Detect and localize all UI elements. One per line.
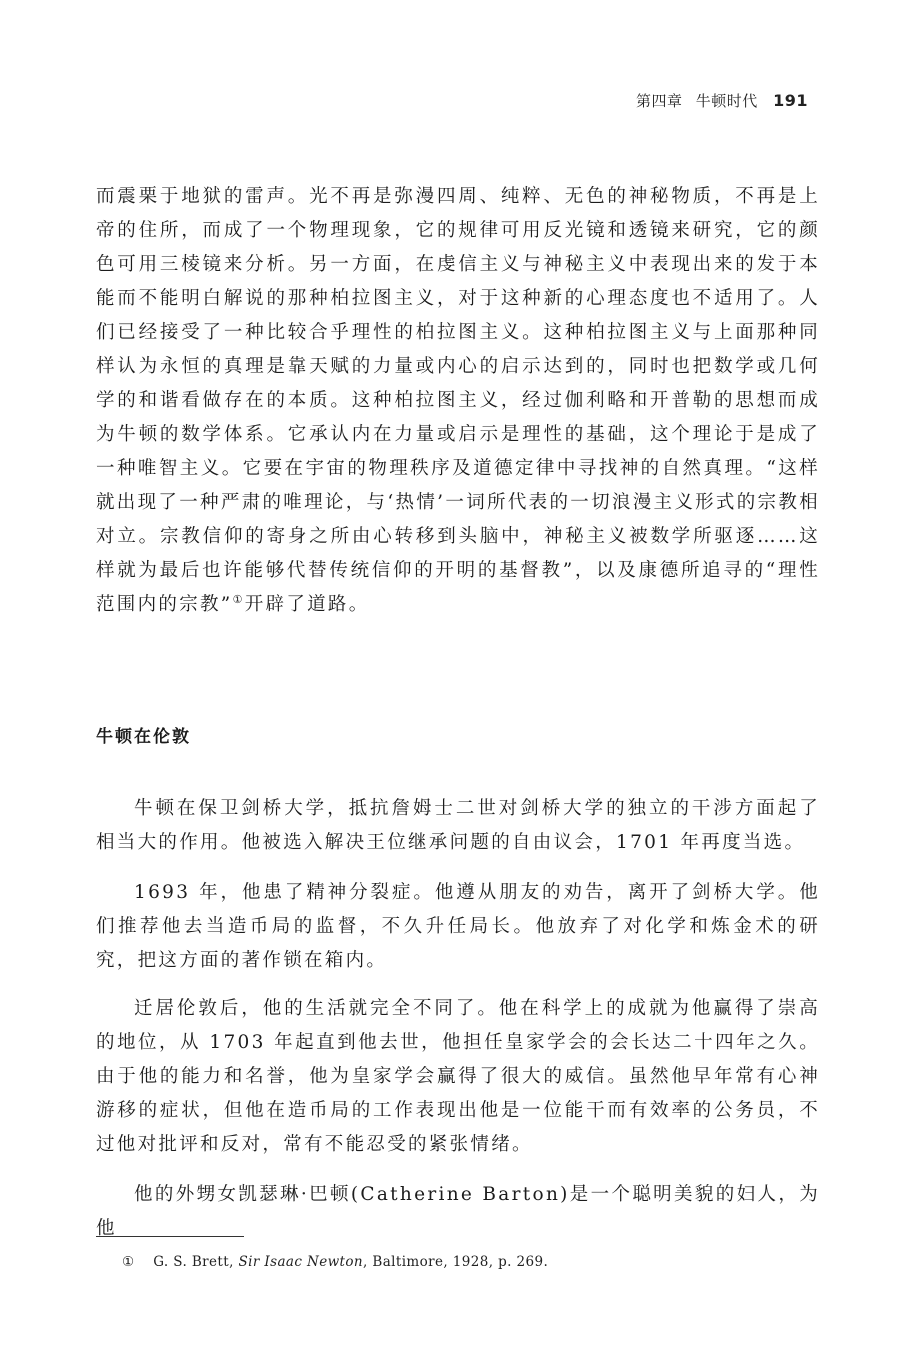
footnote-mark: ① [122, 1254, 135, 1270]
footnote-divider [96, 1236, 244, 1237]
footnote [122, 1254, 548, 1270]
footnote-publication: , Baltimore, 1928, p. 269. [363, 1254, 549, 1270]
section-heading: 牛顿在伦敦 [96, 727, 191, 747]
body-paragraph-2: 牛顿在保卫剑桥大学，抵抗詹姆士二世对剑桥大学的独立的干涉方面起了相当大的作用。他被选入解决王位继承问题的自由议会，1701 年再度当选。 [96, 798, 820, 853]
paragraph-tail: 开辟了道路。 [244, 594, 370, 615]
body-paragraph-3: 1693 年，他患了精神分裂症。他遵从朋友的劝告，离开了剑桥大学。他们推荐他去当造币局的监督，不久升任局长。他放弃了对化学和炼金术的研究，把这方面的著作锁在箱内。 [96, 882, 820, 971]
footnote-author: G. S. Brett, [153, 1254, 234, 1270]
body-paragraph-5: 他的外甥女凯瑟琳·巴顿(Catherine Barton)是一个聪明美貌的妇人，为他 [96, 1184, 820, 1239]
body-paragraph-1 [96, 180, 820, 622]
page-number: 191 [773, 91, 808, 110]
footnote-reference[interactable]: ① [232, 592, 245, 606]
footnote-work-title: Sir Isaac Newton [238, 1254, 363, 1270]
chapter-label: 第四章 [636, 92, 683, 110]
running-head [636, 90, 808, 111]
paragraph-text: 而震栗于地狱的雷声。光不再是弥漫四周、纯粹、无色的神秘物质，不再是上帝的住所，而成了一个物理现象，它的规律可用反光镜和透镜来研究，它的颜色可用三棱镜来分析。另一方面，在虔信主义与神秘主义中表现出来的发于本能而不能明白解说的那种柏拉图主义，对于这种新的心理态度也不适用了。人们已经接受了一种比较合乎理性的柏拉图主义。这种柏拉图主义与上面那种同样认为永恒的真理是靠天赋的力量或内心的启示达到的，同时也把数学或几何学的和谐看做存在的本质。这种柏拉图主义，经过伽利略和开普勒的思想而成为牛顿的数学体系。它承认内在力量或启示是理性的基础，这个理论于是成了一种唯智主义。它要在宇宙的物理秩序及道德定律中寻找神的自然真理。“这样就出现了一种严肃的唯理论，与‘热情’一词所代表的一切浪漫主义形式的宗教相对立。宗教信仰的寄身之所由心转移到头脑中，神秘主义被数学所驱逐……这样就为最后也许能够代替传统信仰的开明的基督教”，以及康德所追寻的“理性范围内的宗教” [96, 186, 820, 615]
body-paragraph-4: 迁居伦敦后，他的生活就完全不同了。他在科学上的成就为他赢得了崇高的地位，从 1703 年起直到他去世，他担任皇家学会的会长达二十四年之久。由于他的能力和名誉，他为皇家学会赢得了很大的威信。虽然他早年常有心神游移的症状，但他在造币局的工作表现出他是一位能干而有效率的公务员，不过他对批评和反对，常有不能忍受的紧张情绪。 [96, 998, 820, 1155]
chapter-title: 牛顿时代 [695, 92, 758, 110]
